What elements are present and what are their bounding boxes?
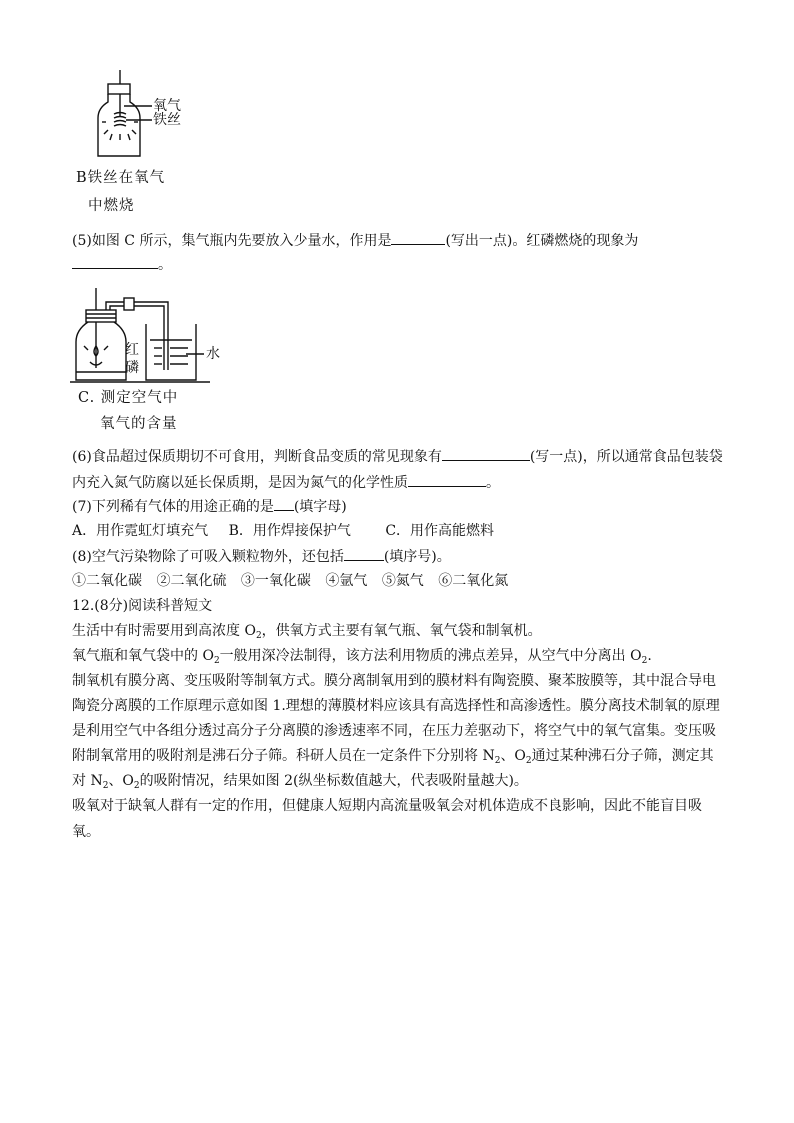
q7-line1	[72, 496, 347, 517]
q12-paragraph1: 生活中有时需要用到高浓度 $O_2$，供氧方式主要有氧气瓶、氧气袋和制氧机。	[72, 623, 542, 641]
q8-text-a: (8)空气污染物除了可吸入颗粒物外，还包括	[72, 549, 344, 565]
q6-line1-b: (写一点)，所以通常食品包装袋	[529, 449, 723, 465]
q12-paragraph4-line2: 氧。	[72, 824, 100, 840]
q6-line1-a: (6)食品超过保质期切不可食用，判断食品变质的常见现象有	[72, 449, 442, 465]
q8-option-5[interactable]: ⑤氮气	[381, 573, 424, 589]
q8-option-6[interactable]: ⑥二氧化氮	[438, 573, 509, 589]
figure-c-caption-line1: C. 测定空气中	[78, 390, 179, 406]
figure-c-label-phosphorus: 磷	[125, 360, 139, 376]
q12-paragraph3-line3: 是利用空气中各组分透过高分子分离膜的渗透速率不同，在压力差驱动下，将空气中的氧气富集。变压吸	[72, 723, 716, 739]
q6-blank-1[interactable]	[442, 446, 530, 461]
q12-paragraph3-line5: 对 $N_2$、$O_2$的吸附情况，结果如图 2(纵坐标数值越大，代表吸附量越大)。	[72, 773, 528, 791]
q6-line2-b: 。	[486, 475, 500, 491]
q8-option-2[interactable]: ②二氧化硫	[156, 573, 227, 589]
q8-option-3[interactable]: ③一氧化碳	[240, 573, 311, 589]
q8-option-1[interactable]: ①二氧化碳	[72, 573, 142, 589]
q5-text-a: (5)如图 C 所示，集气瓶内先要放入少量水，作用是	[72, 233, 392, 249]
q12-paragraph3-line1: 制氧机有膜分离、变压吸附等制氧方式。膜分离制氧用到的膜材料有陶瓷膜、聚苯胺膜等，其中混合导电	[72, 673, 716, 689]
figure-b-caption-line2: 中燃烧	[88, 198, 135, 214]
figure-b-label-oxygen: 氧气	[153, 98, 181, 114]
q7-text-a: (7)下列稀有气体的用途正确的是	[72, 499, 274, 515]
q7-option-c[interactable]: C．用作高能燃料	[385, 523, 495, 539]
q8-blank[interactable]	[344, 546, 384, 561]
q5-line2	[72, 254, 172, 275]
figure-b-label-iron-wire: 铁丝	[153, 112, 181, 128]
q7-option-b[interactable]: B．用作焊接保护气	[228, 523, 351, 539]
q8-options	[72, 571, 508, 591]
q7-option-a[interactable]: A．用作霓虹灯填充气	[72, 523, 209, 539]
figure-c-caption-line2: 氧气的含量	[100, 416, 178, 432]
q8-line1	[72, 546, 451, 567]
q5-text-c: 。	[158, 257, 172, 273]
q12-paragraph3-line4: 附制氧常用的吸附剂是沸石分子筛。科研人员在一定条件下分别将 $N_2$、$O_2$通过某种沸石分子筛，测定其	[72, 748, 714, 766]
q8-text-b: (填序号)。	[383, 549, 451, 565]
q12-paragraph2: 氧气瓶和氧气袋中的 $O_2$一般用深冷法制得，该方法利用物质的沸点差异，从空气中分离出 $O_2$.	[72, 648, 652, 666]
q5-text-b: (写出一点)。红磷燃烧的现象为	[445, 233, 639, 249]
figure-c-oxygen-content-apparatus	[70, 284, 250, 386]
q7-text-b: (填字母)	[293, 499, 347, 515]
q12-paragraph4-line1: 吸氧对于缺氧人群有一定的作用，但健康人短期内高流量吸氧会对机体造成不良影响，因此不能盲目吸	[72, 798, 702, 814]
figure-c-label-red: 红	[125, 342, 139, 358]
figure-c-label-water: 水	[206, 346, 220, 362]
q8-option-4[interactable]: ④氩气	[325, 573, 368, 589]
figure-b-iron-wire-in-oxygen	[88, 68, 208, 164]
q6-blank-2[interactable]	[408, 472, 486, 487]
q12-paragraph3-line2: 陶瓷分离膜的工作原理示意如图 1.理想的薄膜材料应该具有高选择性和高渗透性。膜分离技术制氧的原理	[72, 698, 720, 714]
q7-blank[interactable]	[274, 496, 294, 511]
q5-blank-1[interactable]	[391, 230, 445, 245]
q7-options	[72, 521, 494, 541]
q5-blank-2[interactable]	[72, 254, 158, 269]
q6-line1	[72, 446, 723, 467]
figure-b-caption-line1: B铁丝在氧气	[76, 170, 166, 186]
q5-line1	[72, 230, 638, 251]
q12-heading: 12.(8分)阅读科普短文	[72, 598, 213, 614]
q6-line2-a: 内充入氮气防腐以延长保质期，是因为氮气的化学性质	[72, 475, 408, 491]
q6-line2	[72, 472, 500, 493]
